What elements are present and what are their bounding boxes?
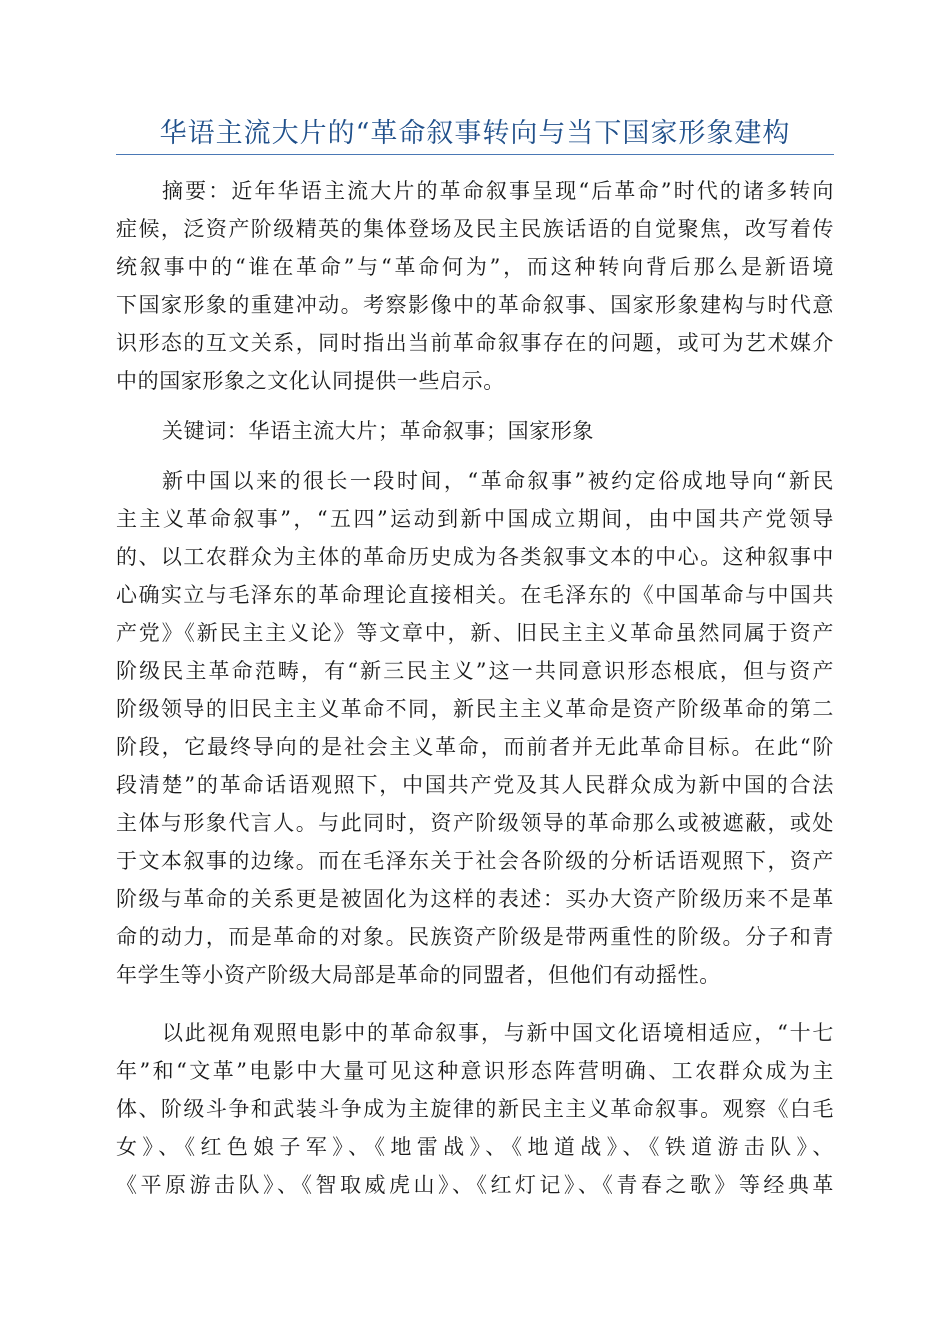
text-line: 识形态的互文关系，同时指出当前革命叙事存在的问题，或可为艺术媒介 xyxy=(116,331,834,355)
text-line: 女》、《红色娘子军》、《地雷战》、《地道战》、《铁道游击队》、 xyxy=(116,1135,834,1159)
text-line: 段清楚”的革命话语观照下，中国共产党及其人民群众成为新中国的合法 xyxy=(116,773,834,797)
document-title: 华语主流大片的“革命叙事转向与当下国家形象建构 xyxy=(159,118,791,149)
text-line: 年学生等小资产阶级大局部是革命的同盟者，但他们有动摇性。 xyxy=(116,963,721,987)
text-line: 阶级领导的旧民主主义革命不同，新民主主义革命是资产阶级革命的第二 xyxy=(116,697,834,721)
text-line: 中的国家形象之文化认同提供一些启示。 xyxy=(116,369,505,393)
body-paragraph-2 xyxy=(116,1014,834,1204)
text-line: 产党》《新民主主义论》等文章中，新、旧民主主义革命虽然同属于资产 xyxy=(116,621,834,645)
text-line: 阶级民主革命范畴，有“新三民主义”这一共同意识形态根底，但与资产 xyxy=(116,659,834,683)
text-line: 命的动力，而是革命的对象。民族资产阶级是带两重性的阶级。分子和青 xyxy=(116,925,834,949)
text-line: 摘要：近年华语主流大片的革命叙事呈现“后革命”时代的诸多转向 xyxy=(162,179,834,203)
document-body xyxy=(116,172,834,1204)
text-line: 阶段，它最终导向的是社会主义革命，而前者并无此革命目标。在此“阶 xyxy=(116,735,834,759)
text-line: 统叙事中的“谁在革命”与“革命何为”，而这种转向背后那么是新语境 xyxy=(116,255,834,279)
text-line: 新中国以来的很长一段时间，“革命叙事”被约定俗成地导向“新民 xyxy=(162,469,834,493)
title-underline xyxy=(116,154,834,155)
text-line: 下国家形象的重建冲动。考察影像中的革命叙事、国家形象建构与时代意 xyxy=(116,293,834,317)
abstract-paragraph xyxy=(116,172,834,400)
text-line: 关键词：华语主流大片；革命叙事；国家形象 xyxy=(162,419,594,443)
text-line: 主主义革命叙事”，“五四”运动到新中国成立期间，由中国共产党领导 xyxy=(116,507,834,531)
text-line: 年”和“文革”电影中大量可见这种意识形态阵营明确、工农群众成为主 xyxy=(116,1059,834,1083)
text-line: 阶级与革命的关系更是被固化为这样的表述：买办大资产阶级历来不是革 xyxy=(116,887,834,911)
keywords-paragraph xyxy=(116,412,834,450)
text-line: 的、以工农群众为主体的革命历史成为各类叙事文本的中心。这种叙事中 xyxy=(116,545,834,569)
text-line: 以此视角观照电影中的革命叙事，与新中国文化语境相适应，“十七 xyxy=(162,1021,834,1045)
text-line: 症候，泛资产阶级精英的集体登场及民主民族话语的自觉聚焦，改写着传 xyxy=(116,217,834,241)
text-line: 体、阶级斗争和武装斗争成为主旋律的新民主主义革命叙事。观察《白毛 xyxy=(116,1097,834,1121)
text-line: 主体与形象代言人。与此同时，资产阶级领导的革命那么或被遮蔽，或处 xyxy=(116,811,834,835)
body-paragraph-1 xyxy=(116,462,834,994)
text-line: 《平原游击队》、《智取威虎山》、《红灯记》、《青春之歌》等经典革 xyxy=(116,1173,834,1197)
text-line: 心确实立与毛泽东的革命理论直接相关。在毛泽东的《中国革命与中国共 xyxy=(116,583,834,607)
text-line: 于文本叙事的边缘。而在毛泽东关于社会各阶级的分析话语观照下，资产 xyxy=(116,849,834,873)
